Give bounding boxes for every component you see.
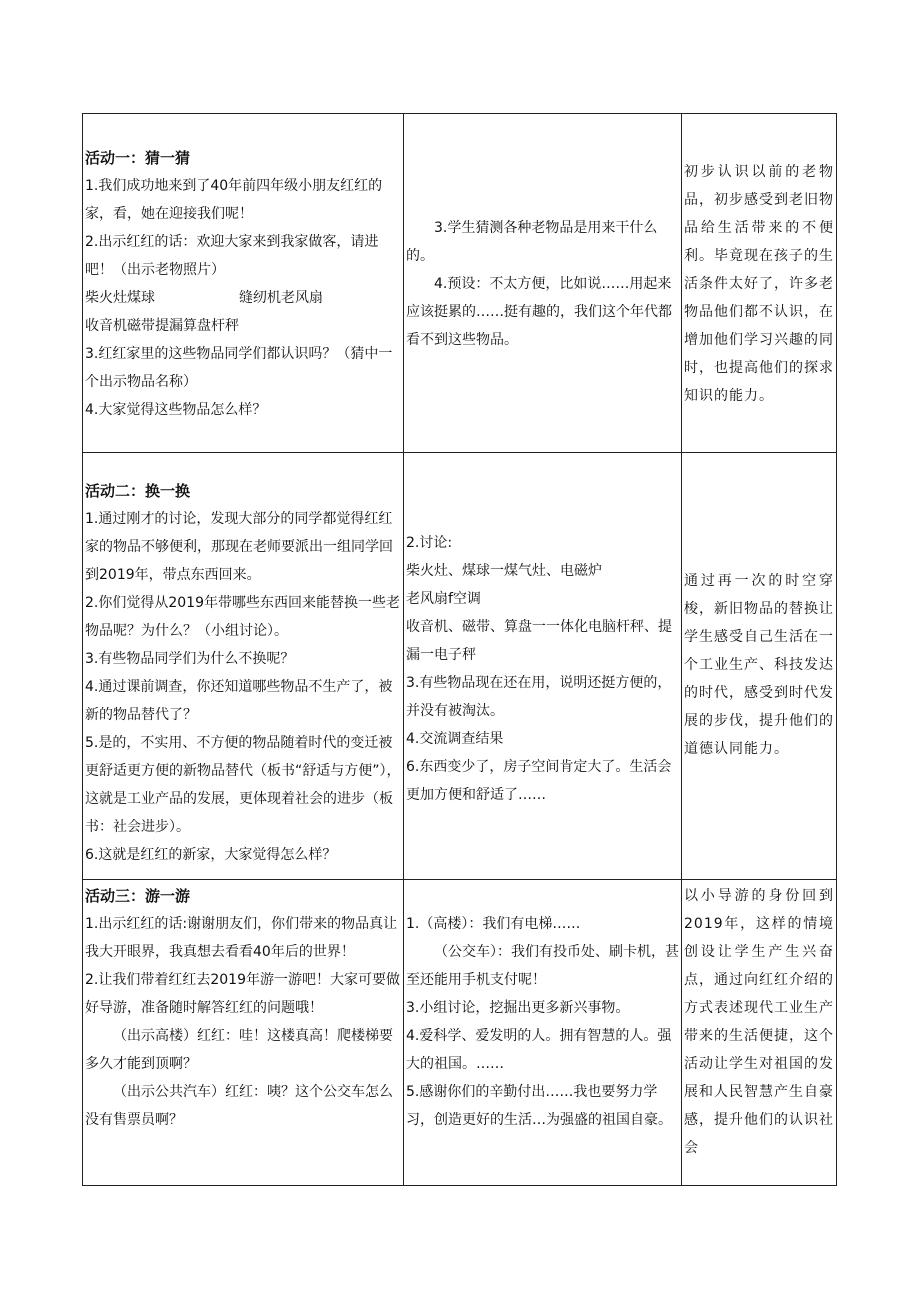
student-step: 老风扇f空调 bbox=[406, 591, 481, 607]
table-row bbox=[83, 453, 837, 880]
teacher-step: 1.通过刚才的讨论，发现大部分的同学都觉得红红家的物品不够便利，那现在老师要派出一组同学回到2019年，带点东西回来。 bbox=[85, 511, 393, 583]
teacher-step: 1.出示红红的话:谢谢朋友们，你们带来的物品真让我大开眼界，我真想去看看40年后的世界！ bbox=[85, 916, 398, 960]
teacher-step: 3.红红家里的这些物品同学们都认识吗？（猜中一个出示物品名称） bbox=[85, 346, 393, 390]
student-step: 1.（高楼）：我们有电梯…… bbox=[406, 916, 581, 932]
activity-title: 活动三：游一游 bbox=[85, 887, 191, 905]
design-intent-text: 通过再一次的时空穿梭，新旧物品的替换让学生感受自己生活在一个工业生产、科技发达的时代，感受到时代发展的步伐，提升他们的道德认同能力。 bbox=[684, 573, 834, 757]
design-intent-cell bbox=[682, 114, 837, 453]
teacher-step: 柴火灶煤球 缝纫机老风扇 bbox=[85, 290, 323, 306]
teacher-step: （出示公共汽车）红红：咦？这个公交车怎么没有售票员啊？ bbox=[85, 1084, 393, 1128]
student-activity-cell bbox=[404, 114, 682, 453]
student-step: 3.小组讨论，挖掘出更多新兴事物。 bbox=[406, 1000, 630, 1016]
student-activity-cell bbox=[404, 453, 682, 880]
design-intent-text: 初步认识以前的老物品，初步感受到老旧物品给生活带来的不便利。毕竟现在孩子的生活条件太好了，许多老物品他们都不认识，在增加他们学习兴趣的同时，也提高他们的探求知识的能力。 bbox=[684, 164, 834, 404]
student-activity-cell bbox=[404, 880, 682, 1186]
teacher-activity-cell bbox=[83, 453, 404, 880]
teacher-step: 3.有些物品同学们为什么不换呢？ bbox=[85, 651, 295, 667]
teacher-step: 4.大家觉得这些物品怎么样？ bbox=[85, 402, 267, 418]
teacher-step: 1.我们成功地来到了40年前四年级小朋友红红的家，看，她在迎接我们呢！ bbox=[85, 178, 383, 222]
activity-title: 活动二：换一换 bbox=[85, 482, 191, 500]
lesson-plan-table bbox=[82, 113, 837, 1186]
student-step: （公交车）：我们有投币处、刷卡机，甚至还能用手机支付呢！ bbox=[406, 944, 679, 988]
teacher-activity-cell bbox=[83, 114, 404, 453]
teacher-step: 4.通过课前调查，你还知道哪些物品不生产了，被新的物品替代了？ bbox=[85, 679, 393, 723]
design-intent-cell bbox=[682, 453, 837, 880]
student-step: 4.爱科学、爱发明的人。拥有智慧的人。强大的祖国。…… bbox=[406, 1028, 672, 1072]
student-step: 柴火灶、煤球一煤气灶、电磁炉 bbox=[406, 563, 602, 579]
teacher-activity-cell bbox=[83, 880, 404, 1186]
teacher-step: 收音机磁带提漏算盘杆秤 bbox=[85, 318, 239, 334]
student-step: 2.讨论: bbox=[406, 535, 453, 551]
student-step: 6.东西变少了，房子空间肯定大了。生活会更加方便和舒适了…… bbox=[406, 759, 672, 803]
student-step: 收音机、磁带、算盘一一体化电脑杆秤、提漏一电子秤 bbox=[406, 619, 672, 663]
activity-title: 活动一：猜一猜 bbox=[85, 149, 191, 167]
student-step: 3.有些物品现在还在用，说明还挺方便的，并没有被淘汰。 bbox=[406, 675, 672, 719]
teacher-step: （出示高楼）红红：哇！这楼真高！爬楼梯要多久才能到顶啊？ bbox=[85, 1028, 393, 1072]
teacher-step: 2.你们觉得从2019年带哪些东西回来能替换一些老物品呢？为什么？（小组讨论）。 bbox=[85, 595, 400, 639]
table-row bbox=[83, 880, 837, 1186]
teacher-step: 2.出示红红的话：欢迎大家来到我家做客，请进吧！（出示老物照片） bbox=[85, 234, 379, 278]
teacher-step: 6.这就是红红的新家，大家觉得怎么样？ bbox=[85, 847, 337, 863]
teacher-step: 2.让我们带着红红去2019年游一游吧！大家可要做好导游，准备随时解答红红的问题哦！ bbox=[85, 972, 400, 1016]
table-row bbox=[83, 114, 837, 453]
student-step: 4.预设：不太方便，比如说……用起来应该挺累的……挺有趣的，我们这个年代都看不到这些物品。 bbox=[406, 276, 672, 348]
student-step: 4.交流调查结果 bbox=[406, 731, 504, 747]
design-intent-cell bbox=[682, 880, 837, 1186]
design-intent-text: 以小导游的身份回到2019年，这样的情境创设让学生产生兴奋点，通过向红红介绍的方式表述现代工业生产带来的生活便捷，这个活动让学生对祖国的发展和人民智慧产生自豪感，提升他们的认识社会 bbox=[684, 888, 834, 1156]
student-step: 5.感谢你们的辛勤付出……我也要努力学习，创造更好的生活…为强盛的祖国自豪。 bbox=[406, 1084, 672, 1128]
teacher-step: 5.是的，不实用、不方便的物品随着时代的变迁被更舒适更方便的新物品替代（板书“舒适与方便”），这就是工业产品的发展，更体现着社会的进步（板书：社会进步）。 bbox=[85, 735, 401, 835]
student-step: 3.学生猜测各种老物品是用来干什么的。 bbox=[406, 220, 658, 264]
